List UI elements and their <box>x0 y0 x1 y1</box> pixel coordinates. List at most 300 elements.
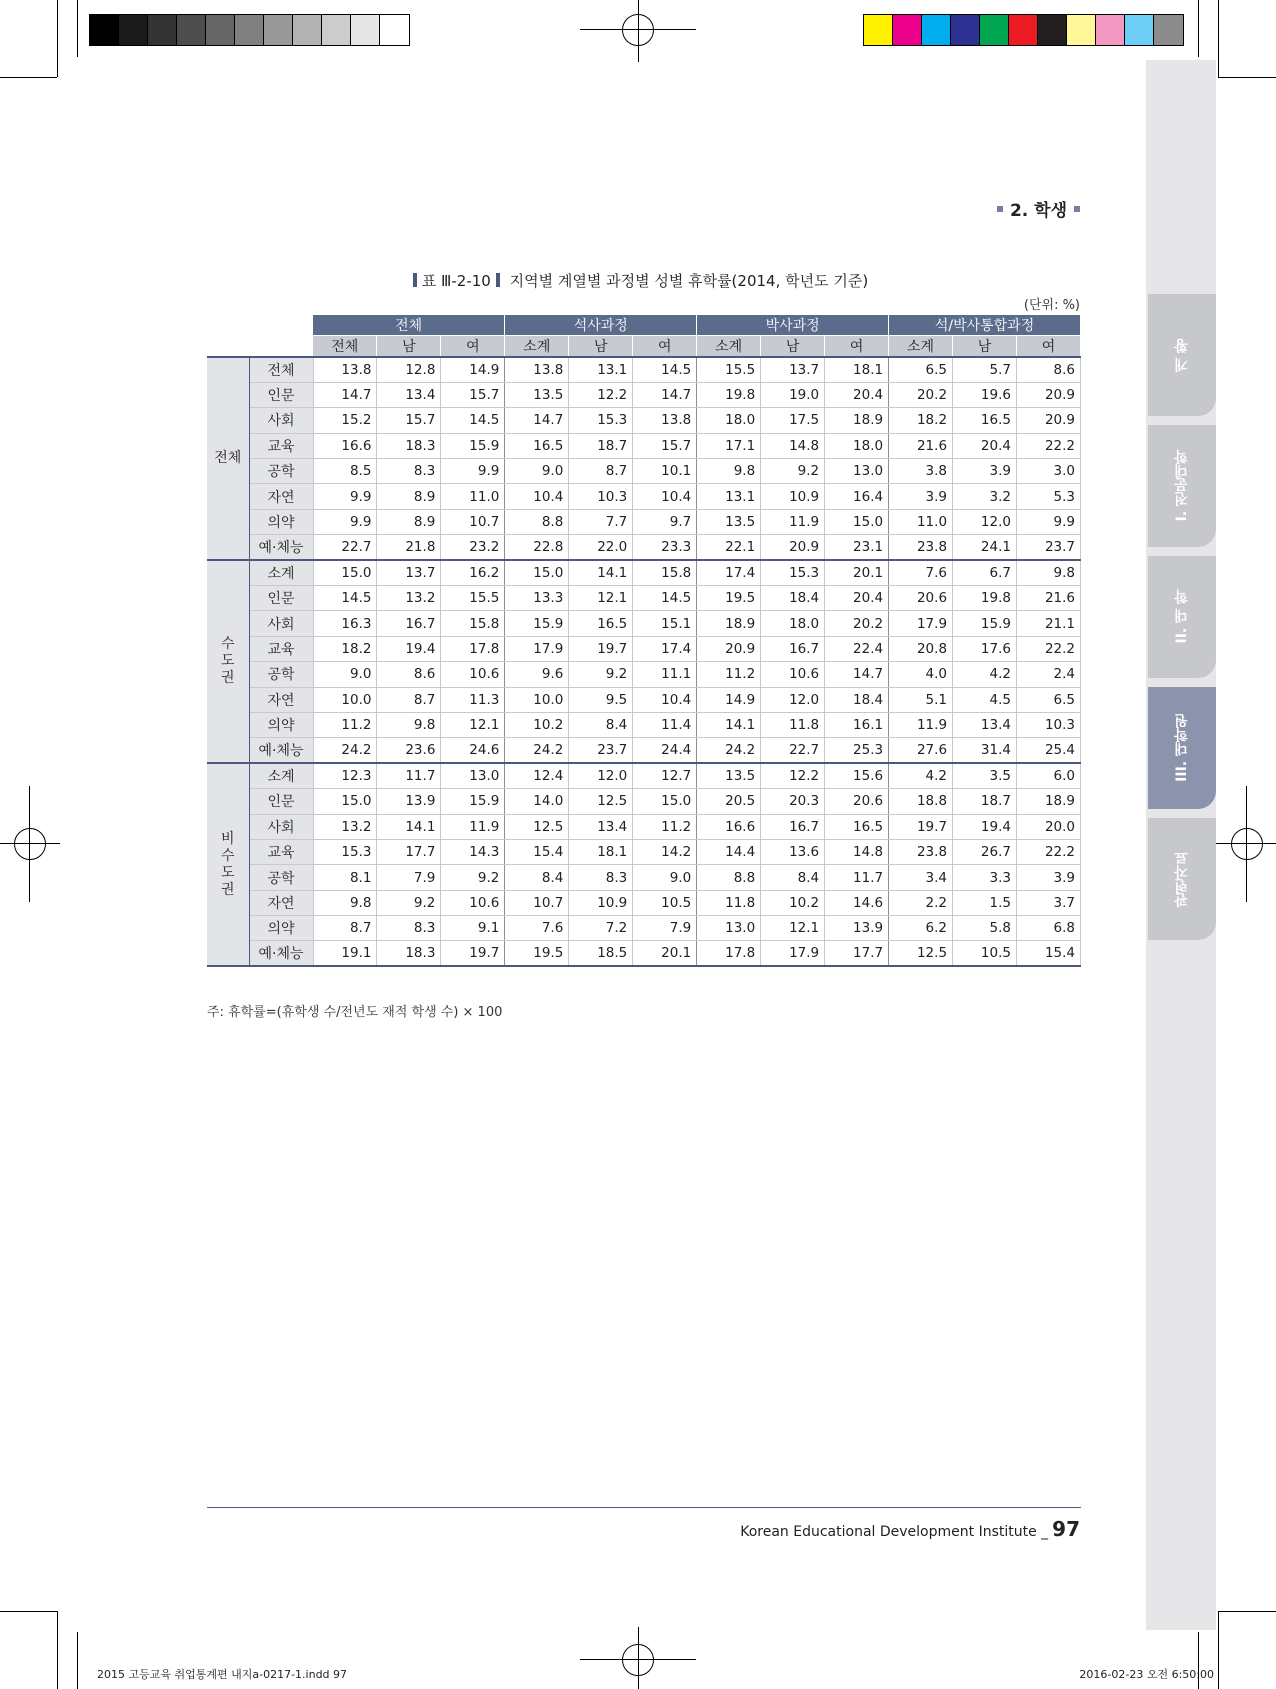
value-cell: 9.2 <box>377 890 441 915</box>
value-cell: 17.1 <box>697 433 761 458</box>
value-cell: 3.2 <box>953 484 1017 509</box>
value-cell: 17.8 <box>441 636 505 661</box>
value-cell: 22.2 <box>1016 636 1080 661</box>
color-swatch <box>90 15 119 45</box>
value-cell: 16.6 <box>697 814 761 839</box>
value-cell: 11.7 <box>377 763 441 788</box>
field-label: 공학 <box>249 459 313 484</box>
value-cell: 11.3 <box>441 687 505 712</box>
field-label: 예·체능 <box>249 535 313 560</box>
value-cell: 20.9 <box>1016 382 1080 407</box>
value-cell: 6.7 <box>953 560 1017 585</box>
value-cell: 13.5 <box>697 509 761 534</box>
value-cell: 9.6 <box>505 662 569 687</box>
value-cell: 6.2 <box>889 916 953 941</box>
value-cell: 18.0 <box>697 408 761 433</box>
value-cell: 23.1 <box>825 535 889 560</box>
section-header: 2. 학생 <box>997 196 1080 221</box>
value-cell: 10.4 <box>633 687 697 712</box>
value-cell: 27.6 <box>889 738 953 763</box>
value-cell: 12.1 <box>569 586 633 611</box>
sub-header: 여 <box>633 336 697 358</box>
value-cell: 13.5 <box>505 382 569 407</box>
value-cell: 18.2 <box>889 408 953 433</box>
region-label: 수도권 <box>207 560 249 763</box>
title-marker-icon <box>496 273 500 287</box>
value-cell: 14.9 <box>697 687 761 712</box>
table-row <box>207 865 1081 890</box>
value-cell: 14.5 <box>313 586 377 611</box>
value-cell: 24.6 <box>441 738 505 763</box>
color-swatch <box>235 15 264 45</box>
value-cell: 13.7 <box>761 357 825 382</box>
value-cell: 16.4 <box>825 484 889 509</box>
field-label: 사회 <box>249 408 313 433</box>
value-cell: 20.9 <box>1016 408 1080 433</box>
value-cell: 12.5 <box>569 789 633 814</box>
table-row <box>207 459 1081 484</box>
table-title: 표 Ⅲ-2-10 지역별 계열별 과정별 성별 휴학률(2014, 학년도 기준) <box>0 270 1276 291</box>
color-swatch <box>980 15 1009 45</box>
value-cell: 20.6 <box>825 789 889 814</box>
value-cell: 22.1 <box>697 535 761 560</box>
group-header: 박사과정 <box>697 315 889 336</box>
value-cell: 9.0 <box>505 459 569 484</box>
table-note: 주: 휴학률=(휴학생 수/전년도 재적 학생 수) × 100 <box>207 1005 503 1020</box>
value-cell: 15.2 <box>313 408 377 433</box>
leave-rate-table <box>207 315 1081 967</box>
value-cell: 8.7 <box>377 687 441 712</box>
value-cell: 9.0 <box>633 865 697 890</box>
value-cell: 24.2 <box>505 738 569 763</box>
value-cell: 11.0 <box>889 509 953 534</box>
value-cell: 20.1 <box>825 560 889 585</box>
value-cell: 18.0 <box>761 611 825 636</box>
value-cell: 8.7 <box>569 459 633 484</box>
gray-color-bar <box>89 14 410 46</box>
value-cell: 12.1 <box>761 916 825 941</box>
print-slug-timestamp: 2016-02-23 오전 6:50:00 <box>1079 1668 1214 1681</box>
value-cell: 16.7 <box>377 611 441 636</box>
value-cell: 16.7 <box>761 814 825 839</box>
value-cell: 7.2 <box>569 916 633 941</box>
field-label: 공학 <box>249 865 313 890</box>
value-cell: 7.6 <box>505 916 569 941</box>
value-cell: 17.9 <box>889 611 953 636</box>
value-cell: 13.3 <box>505 586 569 611</box>
value-cell: 19.7 <box>569 636 633 661</box>
value-cell: 14.5 <box>441 408 505 433</box>
value-cell: 15.5 <box>441 586 505 611</box>
value-cell: 2.4 <box>1016 662 1080 687</box>
region-label: 전체 <box>207 357 249 560</box>
group-header: 전체 <box>313 315 505 336</box>
print-slug-filename: 2015 고등교육 취업통계편 내지a-0217-1.indd 97 <box>97 1668 348 1681</box>
value-cell: 18.3 <box>377 941 441 966</box>
value-cell: 13.1 <box>697 484 761 509</box>
value-cell: 14.3 <box>441 839 505 864</box>
color-swatch <box>322 15 351 45</box>
value-cell: 13.6 <box>761 839 825 864</box>
value-cell: 15.8 <box>441 611 505 636</box>
value-cell: 11.2 <box>697 662 761 687</box>
field-label: 교육 <box>249 839 313 864</box>
field-label: 공학 <box>249 662 313 687</box>
value-cell: 19.7 <box>889 814 953 839</box>
value-cell: 20.0 <box>1016 814 1080 839</box>
value-cell: 7.9 <box>377 865 441 890</box>
value-cell: 31.4 <box>953 738 1017 763</box>
value-cell: 21.6 <box>889 433 953 458</box>
value-cell: 15.0 <box>633 789 697 814</box>
value-cell: 4.0 <box>889 662 953 687</box>
value-cell: 19.0 <box>761 382 825 407</box>
table-row <box>207 839 1081 864</box>
sub-header: 소계 <box>889 336 953 358</box>
table-row <box>207 687 1081 712</box>
value-cell: 20.9 <box>761 535 825 560</box>
color-swatch <box>864 15 893 45</box>
value-cell: 20.6 <box>889 586 953 611</box>
value-cell: 10.6 <box>441 662 505 687</box>
table-row <box>207 916 1081 941</box>
value-cell: 21.6 <box>1016 586 1080 611</box>
color-swatch <box>177 15 206 45</box>
field-label: 자연 <box>249 890 313 915</box>
value-cell: 10.0 <box>313 687 377 712</box>
value-cell: 8.7 <box>313 916 377 941</box>
value-cell: 8.4 <box>761 865 825 890</box>
value-cell: 23.7 <box>569 738 633 763</box>
color-swatch <box>922 15 951 45</box>
value-cell: 19.7 <box>441 941 505 966</box>
value-cell: 15.7 <box>441 382 505 407</box>
value-cell: 20.5 <box>697 789 761 814</box>
value-cell: 9.9 <box>1016 509 1080 534</box>
value-cell: 9.2 <box>569 662 633 687</box>
value-cell: 20.4 <box>825 586 889 611</box>
field-label: 전체 <box>249 357 313 382</box>
value-cell: 18.1 <box>825 357 889 382</box>
value-cell: 14.8 <box>761 433 825 458</box>
field-label: 인문 <box>249 382 313 407</box>
value-cell: 10.5 <box>633 890 697 915</box>
value-cell: 13.8 <box>633 408 697 433</box>
value-cell: 13.8 <box>505 357 569 382</box>
value-cell: 11.8 <box>761 712 825 737</box>
value-cell: 3.9 <box>889 484 953 509</box>
value-cell: 12.3 <box>313 763 377 788</box>
value-cell: 18.2 <box>313 636 377 661</box>
value-cell: 20.8 <box>889 636 953 661</box>
value-cell: 9.2 <box>441 865 505 890</box>
value-cell: 9.0 <box>313 662 377 687</box>
table-row <box>207 382 1081 407</box>
color-swatch <box>351 15 380 45</box>
value-cell: 8.8 <box>505 509 569 534</box>
value-cell: 16.5 <box>569 611 633 636</box>
table-row <box>207 484 1081 509</box>
value-cell: 12.0 <box>761 687 825 712</box>
value-cell: 11.9 <box>761 509 825 534</box>
tab-overview[interactable]: 개 황 <box>1148 294 1216 416</box>
group-header: 석/박사통합과정 <box>889 315 1081 336</box>
value-cell: 7.6 <box>889 560 953 585</box>
value-cell: 7.7 <box>569 509 633 534</box>
value-cell: 16.6 <box>313 433 377 458</box>
color-swatch <box>951 15 980 45</box>
value-cell: 12.0 <box>953 509 1017 534</box>
table-row <box>207 763 1081 788</box>
value-cell: 12.2 <box>761 763 825 788</box>
table-row <box>207 712 1081 737</box>
value-cell: 10.1 <box>633 459 697 484</box>
value-cell: 4.2 <box>953 662 1017 687</box>
value-cell: 17.9 <box>505 636 569 661</box>
value-cell: 13.8 <box>313 357 377 382</box>
value-cell: 19.1 <box>313 941 377 966</box>
value-cell: 9.5 <box>569 687 633 712</box>
value-cell: 4.5 <box>953 687 1017 712</box>
page-number: 97 <box>1052 1517 1080 1541</box>
page-footer: Korean Educational Development Institute _ 97 <box>740 1517 1080 1541</box>
value-cell: 11.2 <box>633 814 697 839</box>
color-swatch <box>1125 15 1154 45</box>
field-label: 교육 <box>249 433 313 458</box>
value-cell: 8.3 <box>569 865 633 890</box>
field-label: 자연 <box>249 484 313 509</box>
value-cell: 3.0 <box>1016 459 1080 484</box>
header-blank-cell <box>207 315 313 357</box>
sub-header: 남 <box>569 336 633 358</box>
table-row <box>207 941 1081 966</box>
tab-graduate-school[interactable]: III. 대학원 <box>1148 687 1216 809</box>
value-cell: 24.4 <box>633 738 697 763</box>
value-cell: 6.0 <box>1016 763 1080 788</box>
value-cell: 17.9 <box>761 941 825 966</box>
value-cell: 11.4 <box>633 712 697 737</box>
group-header-row <box>207 315 1081 336</box>
value-cell: 21.1 <box>1016 611 1080 636</box>
title-marker-icon <box>413 273 417 287</box>
tab-university[interactable]: II. 대 학 <box>1148 556 1216 678</box>
value-cell: 9.8 <box>1016 560 1080 585</box>
table-row <box>207 662 1081 687</box>
field-label: 교육 <box>249 636 313 661</box>
value-cell: 15.3 <box>313 839 377 864</box>
value-cell: 15.7 <box>633 433 697 458</box>
value-cell: 8.6 <box>377 662 441 687</box>
field-label: 인문 <box>249 789 313 814</box>
table-row <box>207 509 1081 534</box>
field-label: 자연 <box>249 687 313 712</box>
table-row <box>207 586 1081 611</box>
value-cell: 10.6 <box>761 662 825 687</box>
value-cell: 10.3 <box>569 484 633 509</box>
value-cell: 13.9 <box>825 916 889 941</box>
value-cell: 15.5 <box>697 357 761 382</box>
value-cell: 14.1 <box>569 560 633 585</box>
table-row <box>207 636 1081 661</box>
value-cell: 23.3 <box>633 535 697 560</box>
value-cell: 10.0 <box>505 687 569 712</box>
sub-header-row <box>207 336 1081 358</box>
value-cell: 13.0 <box>825 459 889 484</box>
region-label: 비수도권 <box>207 763 249 966</box>
value-cell: 15.4 <box>1016 941 1080 966</box>
value-cell: 13.4 <box>953 712 1017 737</box>
value-cell: 14.6 <box>825 890 889 915</box>
unit-label: (단위: %) <box>1023 298 1080 313</box>
value-cell: 14.7 <box>505 408 569 433</box>
value-cell: 7.9 <box>633 916 697 941</box>
field-label: 소계 <box>249 560 313 585</box>
value-cell: 25.4 <box>1016 738 1080 763</box>
sub-header: 소계 <box>505 336 569 358</box>
value-cell: 24.1 <box>953 535 1017 560</box>
value-cell: 13.7 <box>377 560 441 585</box>
color-swatch <box>206 15 235 45</box>
value-cell: 20.1 <box>633 941 697 966</box>
field-label: 소계 <box>249 763 313 788</box>
value-cell: 8.9 <box>377 484 441 509</box>
value-cell: 13.0 <box>441 763 505 788</box>
field-label: 의약 <box>249 712 313 737</box>
value-cell: 18.8 <box>889 789 953 814</box>
value-cell: 23.2 <box>441 535 505 560</box>
value-cell: 8.4 <box>505 865 569 890</box>
value-cell: 8.9 <box>377 509 441 534</box>
value-cell: 6.5 <box>1016 687 1080 712</box>
value-cell: 12.4 <box>505 763 569 788</box>
tab-junior-college[interactable]: I. 전문대학 <box>1148 425 1216 547</box>
square-bullet-icon <box>997 206 1003 212</box>
value-cell: 12.2 <box>569 382 633 407</box>
table-row <box>207 560 1081 585</box>
value-cell: 13.2 <box>377 586 441 611</box>
value-cell: 20.3 <box>761 789 825 814</box>
table-row <box>207 408 1081 433</box>
value-cell: 9.8 <box>697 459 761 484</box>
value-cell: 15.0 <box>825 509 889 534</box>
table-row <box>207 535 1081 560</box>
value-cell: 8.4 <box>569 712 633 737</box>
value-cell: 1.5 <box>953 890 1017 915</box>
value-cell: 9.8 <box>377 712 441 737</box>
value-cell: 10.7 <box>505 890 569 915</box>
value-cell: 11.9 <box>889 712 953 737</box>
value-cell: 23.6 <box>377 738 441 763</box>
value-cell: 20.4 <box>825 382 889 407</box>
value-cell: 3.9 <box>1016 865 1080 890</box>
color-swatch <box>1067 15 1096 45</box>
table-row <box>207 789 1081 814</box>
value-cell: 6.5 <box>889 357 953 382</box>
value-cell: 15.3 <box>761 560 825 585</box>
value-cell: 17.4 <box>697 560 761 585</box>
value-cell: 12.5 <box>505 814 569 839</box>
value-cell: 23.8 <box>889 535 953 560</box>
value-cell: 14.1 <box>697 712 761 737</box>
square-bullet-icon <box>1074 206 1080 212</box>
value-cell: 22.4 <box>825 636 889 661</box>
value-cell: 22.2 <box>1016 839 1080 864</box>
value-cell: 19.6 <box>953 382 1017 407</box>
value-cell: 3.7 <box>1016 890 1080 915</box>
field-label: 사회 <box>249 814 313 839</box>
value-cell: 22.7 <box>761 738 825 763</box>
value-cell: 9.8 <box>313 890 377 915</box>
value-cell: 12.7 <box>633 763 697 788</box>
value-cell: 15.4 <box>505 839 569 864</box>
value-cell: 3.3 <box>953 865 1017 890</box>
sub-header: 남 <box>761 336 825 358</box>
value-cell: 14.8 <box>825 839 889 864</box>
value-cell: 9.9 <box>313 509 377 534</box>
color-swatch <box>148 15 177 45</box>
table-row <box>207 357 1081 382</box>
value-cell: 17.7 <box>377 839 441 864</box>
value-cell: 18.0 <box>825 433 889 458</box>
value-cell: 11.7 <box>825 865 889 890</box>
sub-header: 소계 <box>697 336 761 358</box>
value-cell: 8.1 <box>313 865 377 890</box>
sub-header: 전체 <box>313 336 377 358</box>
value-cell: 11.2 <box>313 712 377 737</box>
value-cell: 9.9 <box>313 484 377 509</box>
value-cell: 19.5 <box>505 941 569 966</box>
value-cell: 16.5 <box>505 433 569 458</box>
sub-header: 남 <box>377 336 441 358</box>
value-cell: 3.9 <box>953 459 1017 484</box>
value-cell: 24.2 <box>313 738 377 763</box>
value-cell: 11.9 <box>441 814 505 839</box>
value-cell: 13.2 <box>313 814 377 839</box>
sub-header: 여 <box>441 336 505 358</box>
value-cell: 8.6 <box>1016 357 1080 382</box>
value-cell: 9.1 <box>441 916 505 941</box>
value-cell: 16.2 <box>441 560 505 585</box>
value-cell: 15.0 <box>313 560 377 585</box>
value-cell: 4.2 <box>889 763 953 788</box>
value-cell: 18.9 <box>1016 789 1080 814</box>
tab-related-materials[interactable]: 관련자료 <box>1148 818 1216 940</box>
value-cell: 11.0 <box>441 484 505 509</box>
field-label: 사회 <box>249 611 313 636</box>
sub-header: 여 <box>825 336 889 358</box>
value-cell: 3.5 <box>953 763 1017 788</box>
value-cell: 12.1 <box>441 712 505 737</box>
table-row <box>207 611 1081 636</box>
field-label: 의약 <box>249 509 313 534</box>
value-cell: 15.9 <box>441 433 505 458</box>
value-cell: 12.5 <box>889 941 953 966</box>
value-cell: 10.4 <box>633 484 697 509</box>
value-cell: 20.2 <box>825 611 889 636</box>
value-cell: 3.8 <box>889 459 953 484</box>
value-cell: 16.5 <box>953 408 1017 433</box>
value-cell: 15.3 <box>569 408 633 433</box>
value-cell: 17.7 <box>825 941 889 966</box>
value-cell: 5.8 <box>953 916 1017 941</box>
color-swatch <box>380 15 409 45</box>
value-cell: 2.2 <box>889 890 953 915</box>
value-cell: 11.8 <box>697 890 761 915</box>
value-cell: 14.7 <box>825 662 889 687</box>
sub-header: 남 <box>953 336 1017 358</box>
field-label: 인문 <box>249 586 313 611</box>
value-cell: 9.9 <box>441 459 505 484</box>
